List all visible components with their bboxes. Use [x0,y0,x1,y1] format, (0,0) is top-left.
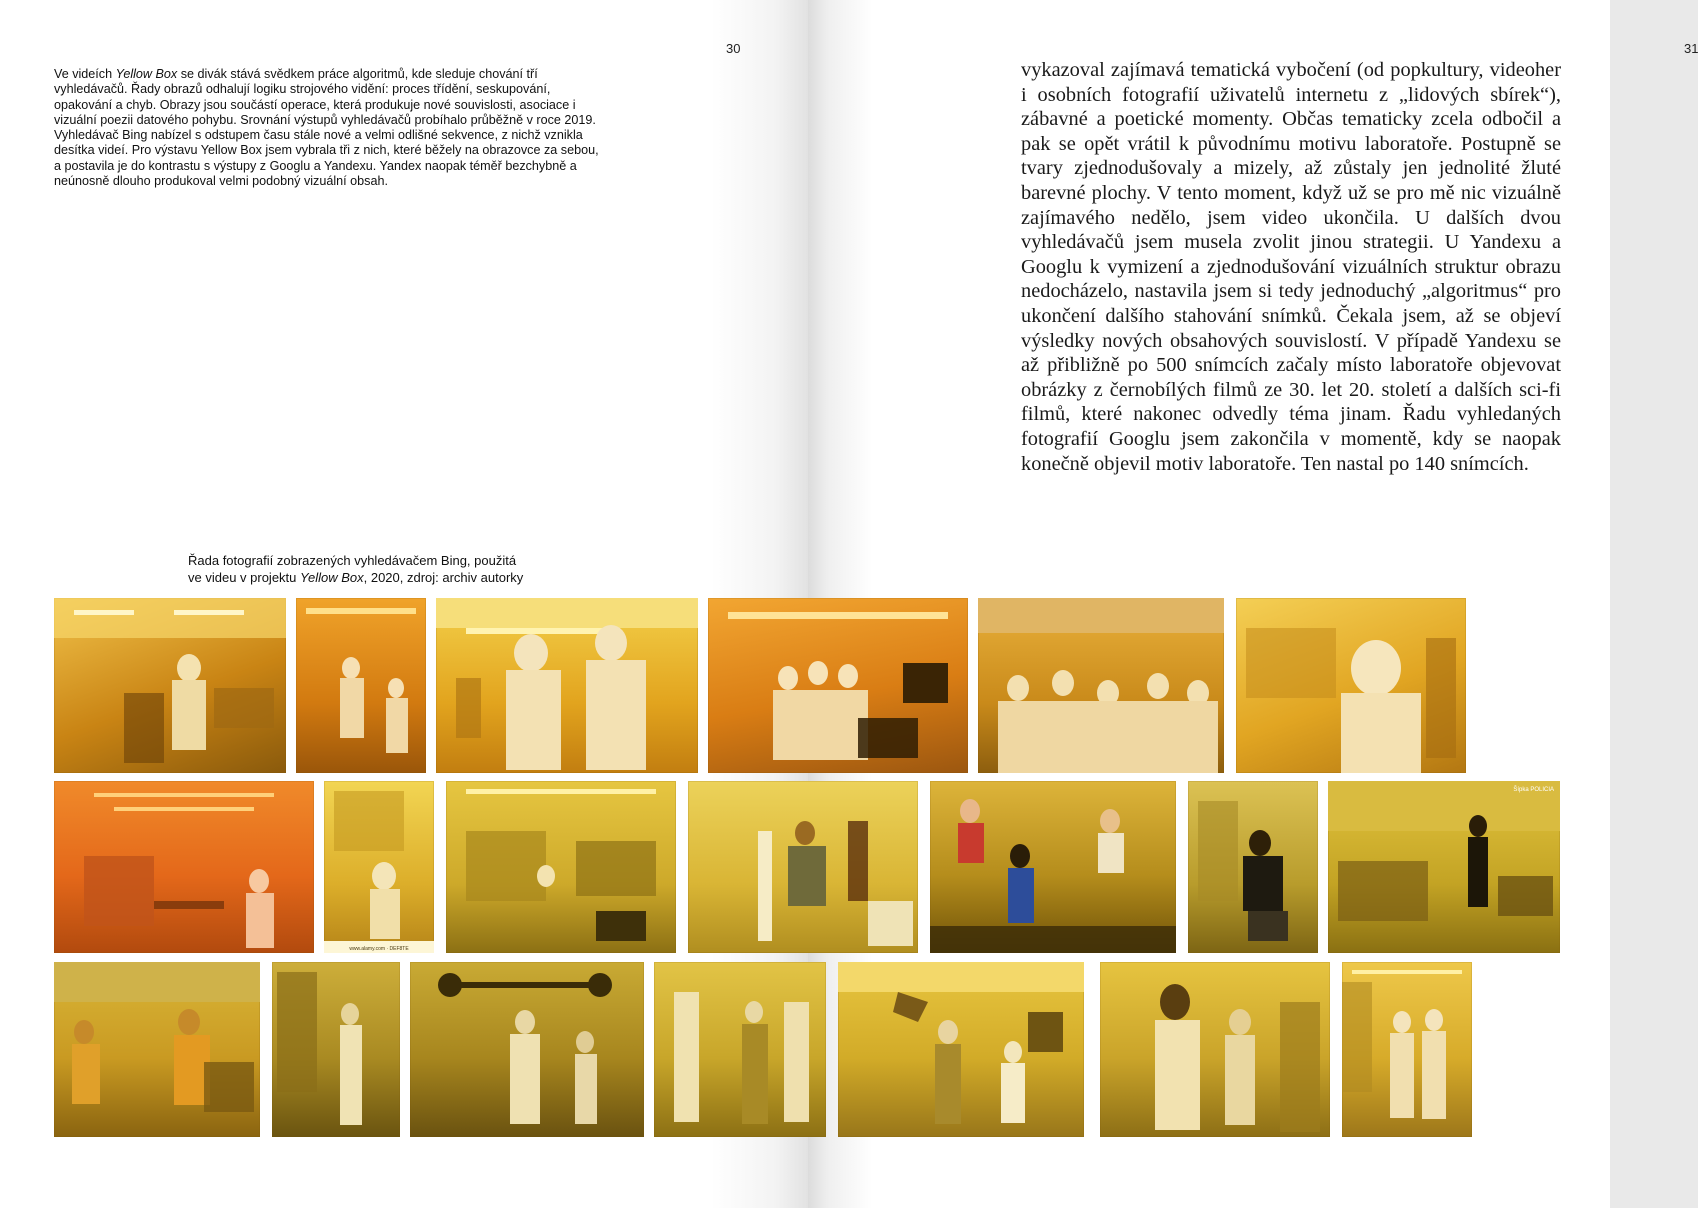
photo-lab-microscope [446,781,676,953]
photo-lab-crowd [978,598,1224,773]
photo-lab-group-equipment [708,598,968,773]
photo-bw-film-strongman [410,962,644,1137]
intro-title: Yellow Box [115,67,178,81]
photo-lab-two-workers [436,598,698,773]
photo-lab-closeup-worker [1236,598,1466,773]
photo-caption [188,553,588,586]
corner-mark: Šípka POLICIA [1513,787,1554,793]
caption-line-2-prefix: ve videu v projektu [188,569,301,585]
caption-project-title: Yellow Box [300,569,364,585]
photo-lab-stock-image [324,781,434,953]
photo-orange-cleanroom [54,781,314,953]
photo-lab-corridor [296,598,426,773]
photo-google-lab [1342,962,1472,1137]
page-number-right: 31 [1684,41,1698,56]
caption-line-2-suffix: , 2020, zdroj: archiv autorky [363,569,524,585]
intro-paragraph [54,67,599,189]
photo-classroom [1328,781,1560,953]
photo-seated-man [1188,781,1318,953]
page-number-left: 30 [726,41,741,56]
photo-dancer-skeleton [688,781,918,953]
photo-concert-stage [930,781,1176,953]
body-text-column: vykazoval zajímavá tematická vybočení (od popkultury, videoher i osobních fotografií uživatelů internetu z „lidových sbírek“), zábavné a poetické momenty. Občas tematicky zcela odbočil a pak se opět vrátil k původnímu motivu laboratoře. Postupně se tvary zjednodušovaly a mizely, až zůstaly jen jednolité žluté barevné plochy. V tento moment, když už se pro mě nic vizuálně zajímavého nedělo, jsem video ukončila. U dalších dvou vyhledávačů jsem musela zvolit jinou strategii. U Yandexu a Googlu k vymizení a zjednodušování vizuálních struktur obrazu nedocházelo, nastavila jsem si tedy jednoduchý „algoritmus“ pro ukončení dalšího stahování snímků. Čekala jsem, až se objeví výsledky nových obsahových souvislostí. V případě Yandexu se až přibližně po 500 snímcích začaly místo laboratoře objevovat obrázky z černobílých filmů ze 30. let 20. století a dalších sci-fi filmů, které nakonec odvedly téma jinam. Řadu vyhledaných fotografií Googlu jsem zakončila v momentě, kdy se naopak konečně objevil motiv laboratoře. Ten nastal po 140 snímcích. [1021,59,1561,475]
photo-lab-wide [54,598,286,773]
intro-lead: Ve videích [54,67,116,81]
photo-bw-film-couple [1100,962,1330,1137]
photo-industrial-workers [54,962,260,1137]
photo-bw-film-lab [272,962,400,1137]
stock-watermark: www.alamy.com · DEF8TE [349,946,409,952]
caption-line-1: Řada fotografií zobrazených vyhledávačem Bing, použitá [188,553,517,568]
intro-text: se divák stává svědkem práce algoritmů, kde sleduje chování tří vyhledávačů. Řady obrazů odhalují logiku strojového vidění: proces třídění, seskupování, opakování a chyb. Obrazy jsou součástí operace, která produkuje nové souvislosti, asociace i vizuální poezii datového pohybu. Srovnání výstupů vyhledávačů probíhalo průběžně v roce 2019. Vyhledávač Bing nabízel s odstupem času stále nové a velmi odlišné sekvence, z nichž vznikla desítka videí. Pro výstavu Yellow Box jsem vybrala tři z nich, které běžely na obrazovce za sebou, a postavila je do kontrastu s výstupy z Googlu a Yandexu. Yandex naopak téměř bezchybně a neúnosně dlouho produkoval velmi podobný vizuální obsah. [54,67,599,189]
photo-bw-film-room [838,962,1084,1137]
photo-bw-film-dance [654,962,826,1137]
